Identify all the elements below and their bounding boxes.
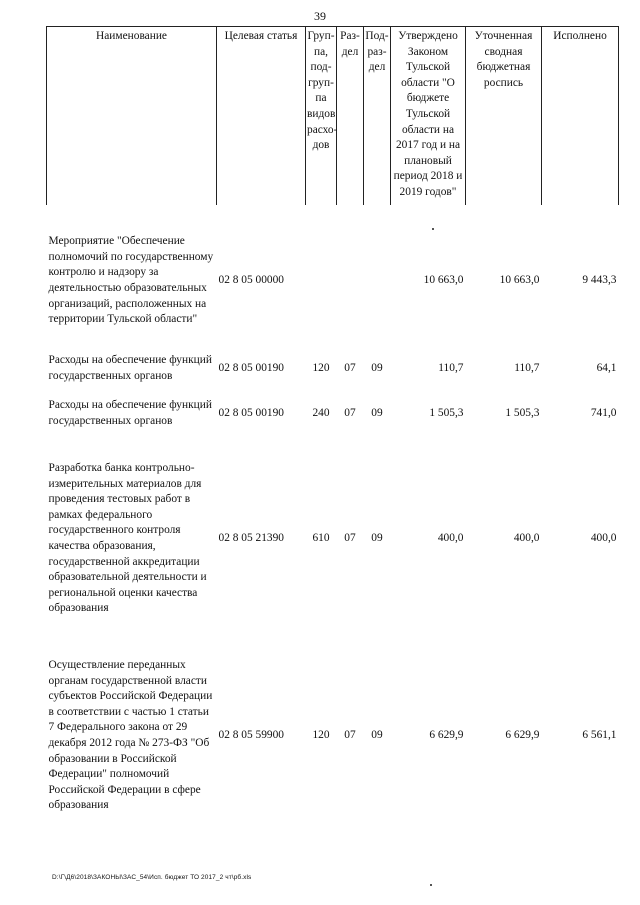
row-code: 02 8 05 21390 [218, 532, 284, 545]
row-name: Осуществление переданных органам государственной власти субъектов Российской Федерации в соответствии с частью 1 статьи 7 Федерального закона от 29 декабря 2012 года № 273-ФЗ "Об образовании в Российской Федерации" полномочий Российской Федерации в сфере образования [48, 659, 213, 812]
table-row [47, 437, 619, 629]
row-approved: 1 505,3 [429, 407, 464, 420]
row-subsection: 09 [371, 532, 383, 545]
row-revised: 10 663,0 [499, 274, 540, 287]
row-subsection [364, 205, 391, 347]
header-section: Раз-дел [337, 27, 364, 206]
row-subsection: 09 [371, 362, 383, 375]
table-header-row [47, 27, 619, 206]
row-revised: 6 629,9 [505, 729, 540, 742]
header-target-article: Целевая статья [217, 27, 306, 206]
header-executed: Исполнено [542, 27, 619, 206]
header-name: Наименование [47, 27, 217, 206]
row-revised: 110,7 [514, 362, 540, 375]
scan-speck [430, 884, 432, 886]
header-subsection: Под-раз-дел [364, 27, 391, 206]
table-row [47, 205, 619, 347]
table-row [47, 629, 619, 831]
row-section: 07 [344, 729, 356, 742]
header-revised: Уточненная сводная бюджетная роспись [466, 27, 542, 206]
row-approved: 10 663,0 [423, 274, 464, 287]
row-code: 02 8 05 59900 [218, 729, 284, 742]
row-section: 07 [344, 532, 356, 545]
header-approved: Утверждено Законом Тульской области "О бюджете Тульской области на 2017 год и на плановый период 2018 и 2019 годов" [391, 27, 466, 206]
row-group [306, 205, 337, 347]
row-code: 02 8 05 00190 [218, 362, 284, 375]
row-name: Расходы на обеспечение функций государственных органов [48, 354, 212, 382]
row-group: 240 [312, 407, 330, 420]
row-section [337, 205, 364, 347]
row-revised: 400,0 [513, 532, 540, 545]
row-name: Разработка банка контрольно-измерительных материалов для проведения тестовых работ в рамках федерального государственного контроля качества образования, государственной аккредитации образовательной деятельности и региональной оценки качества образования [48, 462, 207, 615]
row-revised: 1 505,3 [505, 407, 540, 420]
row-executed: 741,0 [590, 407, 617, 420]
row-executed: 400,0 [590, 532, 617, 545]
row-group: 610 [312, 532, 330, 545]
row-name: Мероприятие "Обеспечение полномочий по государственному контролю и надзору за деятельностью образовательных организаций, расположенных на территории Тульской области" [48, 235, 214, 326]
row-group: 120 [312, 729, 330, 742]
row-executed: 9 443,3 [582, 274, 617, 287]
row-approved: 6 629,9 [429, 729, 464, 742]
budget-table [46, 26, 619, 831]
row-code: 02 8 05 00000 [218, 274, 284, 287]
row-section: 07 [344, 407, 356, 420]
row-executed: 6 561,1 [582, 729, 617, 742]
row-section: 07 [344, 362, 356, 375]
row-executed: 64,1 [596, 362, 617, 375]
row-approved: 110,7 [438, 362, 464, 375]
scan-speck [432, 228, 434, 230]
row-code: 02 8 05 00190 [218, 407, 284, 420]
row-name: Расходы на обеспечение функций государственных органов [48, 399, 212, 427]
row-subsection: 09 [371, 729, 383, 742]
table-row [47, 347, 619, 391]
header-group: Груп-па, под-груп-па видов расхо-дов [306, 27, 337, 206]
row-subsection: 09 [371, 407, 383, 420]
row-group: 120 [312, 362, 330, 375]
row-approved: 400,0 [437, 532, 464, 545]
page-number: 39 [314, 9, 326, 23]
file-path-footer: D:\Г\Д6\2018\ЗАКОНЫ\ЗАС_54\Исп. бюджет ТО 2017_2 чт\рб.xls [52, 874, 252, 881]
table-row [47, 391, 619, 437]
